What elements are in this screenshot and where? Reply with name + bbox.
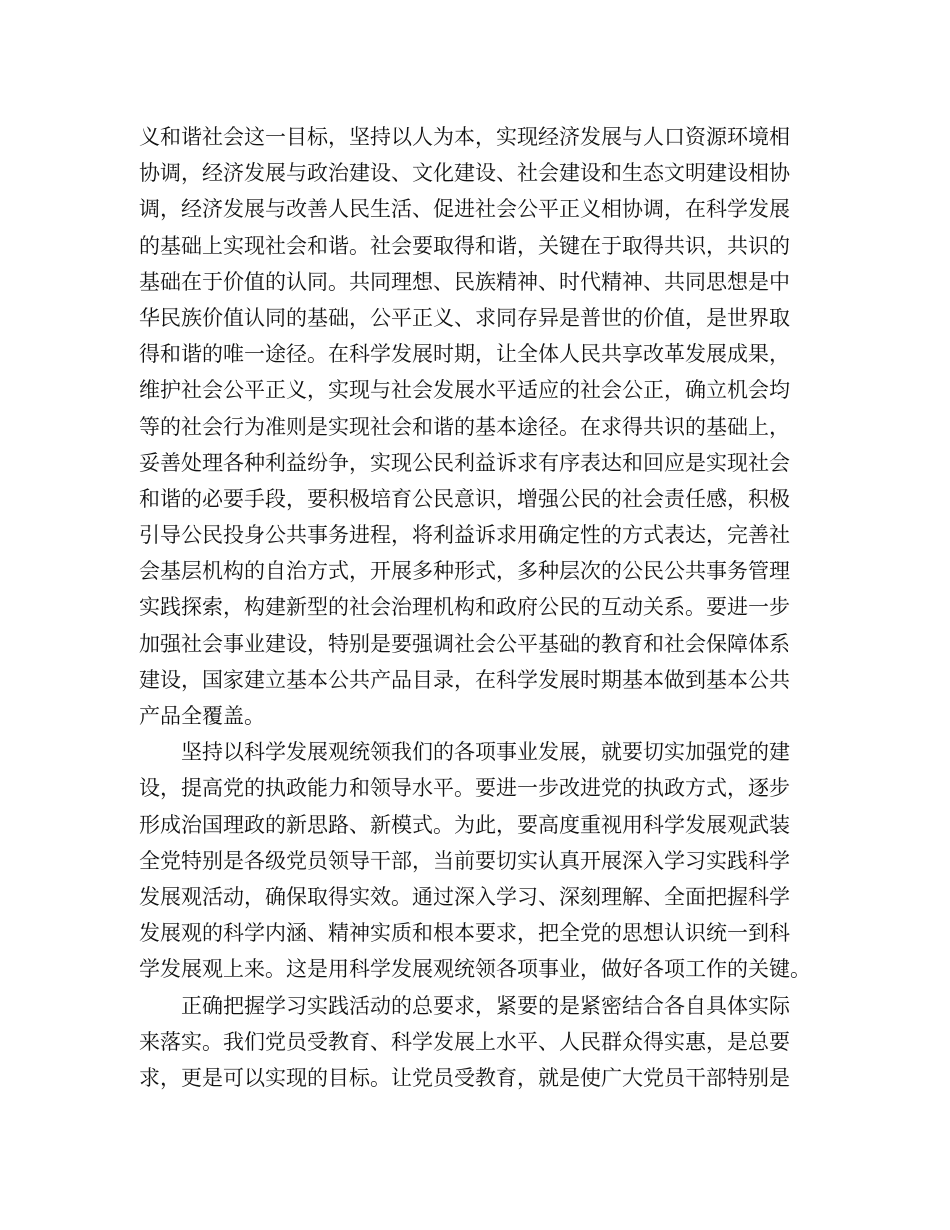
paragraph-3 bbox=[139, 988, 829, 1097]
text-line: 实践探索，构建新型的社会治理机构和政府公民的互动关系。要进一步 bbox=[139, 595, 790, 620]
text-line: 发展观的科学内涵、精神实质和根本要求，把全党的思想认识统一到科 bbox=[139, 921, 790, 946]
text-line: 得和谐的唯一途径。在科学发展时期，让全体人民共享改革发展成果， bbox=[139, 342, 790, 367]
text-line: 加强社会事业建设，特别是要强调社会公平基础的教育和社会保障体系 bbox=[139, 631, 790, 656]
text-line: 维护社会公平正义，实现与社会发展水平适应的社会公正，确立机会均 bbox=[139, 378, 790, 403]
text-line: 正确把握学习实践活动的总要求，紧要的是紧密结合各自具体实际 bbox=[139, 993, 790, 1018]
text-line: 全党特别是各级党员领导干部，当前要切实认真开展深入学习实践科学 bbox=[139, 848, 790, 873]
text-line: 引导公民投身公共事务进程，将利益诉求用确定性的方式表达，完善社 bbox=[139, 523, 790, 548]
paragraph-1 bbox=[139, 119, 829, 734]
text-line: 坚持以科学发展观统领我们的各项事业发展，就要切实加强党的建 bbox=[139, 740, 790, 765]
text-line: 妥善处理各种利益纷争，实现公民利益诉求有序表达和回应是实现社会 bbox=[139, 450, 790, 475]
document-body bbox=[139, 119, 829, 1096]
text-line: 形成治国理政的新思路、新模式。为此，要高度重视用科学发展观武装 bbox=[139, 812, 790, 837]
text-line: 建设，国家建立基本公共产品目录，在科学发展时期基本做到基本公共 bbox=[139, 667, 790, 692]
text-line: 求，更是可以实现的目标。让党员受教育，就是使广大党员干部特别是 bbox=[139, 1065, 790, 1090]
text-line: 和谐的必要手段，要积极培育公民意识，增强公民的社会责任感，积极 bbox=[139, 486, 790, 511]
text-line: 华民族价值认同的基础，公平正义、求同存异是普世的价值，是世界取 bbox=[139, 305, 790, 330]
text-line: 基础在于价值的认同。共同理想、民族精神、时代精神、共同思想是中 bbox=[139, 269, 790, 294]
text-line: 协调，经济发展与政治建设、文化建设、社会建设和生态文明建设相协 bbox=[139, 161, 790, 186]
paragraph-2 bbox=[139, 734, 829, 987]
text-line: 的基础上实现社会和谐。社会要取得和谐，关键在于取得共识，共识的 bbox=[139, 233, 790, 258]
text-line: 来落实。我们党员受教育、科学发展上水平、人民群众得实惠，是总要 bbox=[139, 1029, 790, 1054]
text-line: 等的社会行为准则是实现社会和谐的基本途径。在求得共识的基础上， bbox=[139, 414, 790, 439]
text-line: 调，经济发展与改善人民生活、促进社会公平正义相协调，在科学发展 bbox=[139, 197, 790, 222]
text-line: 发展观活动，确保取得实效。通过深入学习、深刻理解、全面把握科学 bbox=[139, 884, 790, 909]
text-line: 产品全覆盖。 bbox=[139, 704, 265, 728]
text-line: 会基层机构的自治方式，开展多种形式，多种层次的公民公共事务管理 bbox=[139, 559, 790, 584]
text-line: 学发展观上来。这是用科学发展观统领各项事业，做好各项工作的关键。 bbox=[139, 957, 811, 982]
text-line: 义和谐社会这一目标，坚持以人为本，实现经济发展与人口资源环境相 bbox=[139, 125, 790, 149]
text-line: 设，提高党的执政能力和领导水平。要进一步改进党的执政方式，逐步 bbox=[139, 776, 790, 801]
